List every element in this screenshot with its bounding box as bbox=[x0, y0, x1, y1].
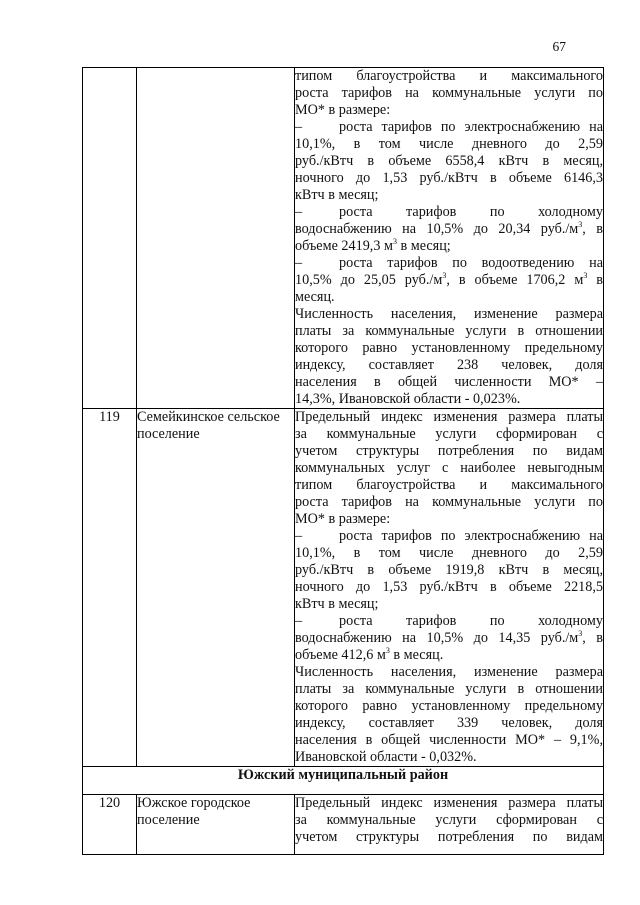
text-line: руб./кВтч в объеме 1919,8 кВтч в месяц, bbox=[295, 562, 603, 578]
settlement-name-cell: Южское городское поселение bbox=[137, 795, 295, 855]
list-item bbox=[295, 255, 603, 272]
text-line: платы за коммунальные услуги в отношении bbox=[295, 323, 603, 339]
text-line: роста тарифов на коммунальные услуги по bbox=[295, 85, 603, 101]
table-row bbox=[83, 409, 604, 767]
table-row bbox=[83, 767, 604, 795]
text-line: учетом структуры потребления по видам bbox=[295, 443, 603, 459]
text-line: за коммунальные услуги сформирован с bbox=[295, 812, 603, 828]
list-item bbox=[295, 204, 603, 221]
dash-marker: – bbox=[295, 528, 303, 544]
text-line: роста тарифов по водоотведению на bbox=[339, 255, 603, 271]
text-line: объеме 2419,3 $м^3$ в месяц; bbox=[295, 237, 451, 254]
text-line: типом благоустройства и максимального bbox=[295, 68, 603, 84]
text-line: индексу, составляет 339 человек, доля bbox=[295, 715, 603, 731]
dash-marker: – bbox=[295, 255, 303, 271]
tariff-table bbox=[82, 67, 604, 855]
text-line: водоснабжению на 10,5% до 20,34 $руб./м^3$, в bbox=[295, 220, 604, 237]
text-line: за коммунальные услуги сформирован с bbox=[295, 426, 603, 442]
text-line: населения в общей численности МО* – 9,1%, bbox=[295, 732, 603, 748]
text-line: Численность населения, изменение размера bbox=[295, 306, 603, 322]
text-line: Численность населения, изменение размера bbox=[295, 664, 603, 680]
text-line: объеме 412,6 $м^3$ в месяц. bbox=[295, 646, 444, 663]
text-line: индексу, составляет 238 человек, доля bbox=[295, 357, 603, 373]
row-number-cell bbox=[83, 68, 137, 409]
text-line: роста тарифов на коммунальные услуги по bbox=[295, 494, 603, 510]
table-row bbox=[83, 795, 604, 855]
text-line: 14,3%, Ивановской области - 0,023%. bbox=[295, 391, 521, 407]
description-cell bbox=[295, 795, 604, 855]
description-cell bbox=[295, 409, 604, 767]
settlement-name-cell: Семейкинское сельское поселение bbox=[137, 409, 295, 767]
list-item bbox=[295, 119, 603, 136]
table-row bbox=[83, 68, 604, 409]
dash-marker: – bbox=[295, 119, 303, 135]
row-number-cell: 119 bbox=[83, 409, 137, 767]
text-line: населения в общей численности МО* – bbox=[295, 374, 603, 390]
text-line: типом благоустройства и максимального bbox=[295, 477, 603, 493]
region-header: Южский муниципальный район bbox=[83, 767, 604, 795]
list-item bbox=[295, 528, 603, 545]
text-line: которого равно установленному предельному bbox=[295, 698, 603, 714]
text-line: водоснабжению на 10,5% до 14,35 $руб./м^3$, в bbox=[295, 629, 604, 646]
text-line: Предельный индекс изменения размера платы bbox=[295, 795, 603, 811]
text-line: роста тарифов по электроснабжению на bbox=[339, 528, 603, 544]
list-item bbox=[295, 613, 603, 630]
text-line: ночного до 1,53 руб./кВтч в объеме 2218,5 bbox=[295, 579, 603, 595]
text-line: роста тарифов по электроснабжению на bbox=[339, 119, 603, 135]
text-line: коммунальных услуг с наиболее невыгодным bbox=[295, 460, 603, 476]
text-line: МО* в размере: bbox=[295, 511, 391, 527]
text-line: Предельный индекс изменения размера платы bbox=[295, 409, 603, 425]
text-line: роста тарифов по холодному bbox=[339, 613, 603, 629]
text-line: Ивановской области - 0,032%. bbox=[295, 749, 477, 765]
text-line: 10,5% до 25,05 $руб./м^3$, в объеме 1706,2 $м^3$ в bbox=[295, 271, 604, 288]
text-line: ночного до 1,53 руб./кВтч в объеме 6146,3 bbox=[295, 170, 603, 186]
text-line: кВтч в месяц; bbox=[295, 187, 379, 203]
dash-marker: – bbox=[295, 613, 303, 629]
text-line: платы за коммунальные услуги в отношении bbox=[295, 681, 603, 697]
text-line: МО* в размере: bbox=[295, 102, 391, 118]
page-number: 67 bbox=[552, 39, 566, 54]
text-line: кВтч в месяц; bbox=[295, 596, 379, 612]
text-line: 10,1%, в том числе дневного до 2,59 bbox=[295, 545, 603, 561]
description-cell bbox=[295, 68, 604, 409]
dash-marker: – bbox=[295, 204, 303, 220]
text-line: месяц. bbox=[295, 289, 335, 305]
text-line: 10,1%, в том числе дневного до 2,59 bbox=[295, 136, 603, 152]
text-line: роста тарифов по холодному bbox=[339, 204, 603, 220]
row-number-cell: 120 bbox=[83, 795, 137, 855]
text-line: руб./кВтч в объеме 6558,4 кВтч в месяц, bbox=[295, 153, 603, 169]
settlement-name-cell bbox=[137, 68, 295, 409]
text-line: которого равно установленному предельному bbox=[295, 340, 603, 356]
text-line: учетом структуры потребления по видам bbox=[295, 829, 603, 845]
